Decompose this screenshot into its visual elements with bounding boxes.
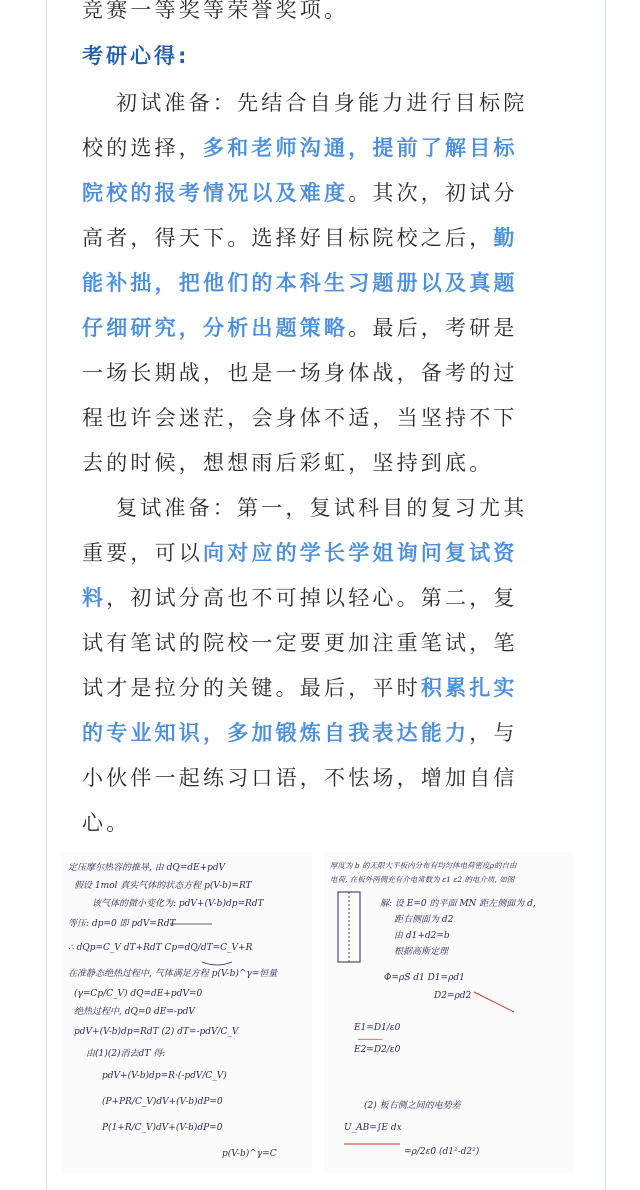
initial-line-2: 校的选择，多和老师沟通，提前了解目标 — [82, 136, 518, 160]
note-right-svg — [324, 852, 574, 1173]
retest-line-5: 试才是拉分的关键。最后，平时积累扎实 — [82, 676, 518, 700]
note-line: 在准静态绝热过程中, 气体满足方程 p(V-b)^γ=恒量 — [68, 969, 278, 979]
highlight-text: 的专业知识，多加锻炼自我表达能力 — [82, 721, 470, 745]
highlight-text: 向对应的学长学姐询问复试资 — [203, 541, 518, 565]
underline-stroke — [202, 962, 232, 965]
note-line: =ρ/2ε0 (d1²-d2²) — [404, 1147, 480, 1157]
red-annotation: ───── — [358, 1035, 383, 1044]
paragraph-intro-tail — [82, 0, 348, 33]
note-line: 解: 设 E=0 的平面 MN 距左侧面为 d, — [380, 899, 536, 909]
highlight-text: 料 — [82, 586, 107, 610]
note-line: 根据高斯定理 — [394, 947, 449, 957]
highlight-text: 院校的报考情况以及难度 — [82, 181, 349, 205]
note-line: P(1+R/C_V)dV+(V-b)dP=0 — [102, 1123, 223, 1133]
note-line: (2) 板右侧之间的电势差 — [364, 1101, 461, 1111]
note-line: pdV+(V-b)dp=R·(-pdV/C_V) — [102, 1071, 227, 1081]
note-line: (γ=Cp/C_V) dQ=dE+pdV=0 — [74, 989, 203, 999]
initial-line-7: 一场长期战，也是一场身体战，备考的过 — [82, 361, 518, 385]
note-line: p(V-b)^γ=C — [222, 1149, 277, 1159]
note-line: D2=ρd2 — [434, 991, 472, 1001]
note-line: ∴ dQp=C_V dT+RdT Cp=dQ/dT=C_V+R — [68, 943, 253, 953]
note-line: (P+PR/C_V)dV+(V-b)dP=0 — [102, 1097, 223, 1107]
retest-line-2: 重要，可以向对应的学长学姐询问复试资 — [82, 541, 518, 565]
retest-line-1: 复试准备：第一，复试科目的复习尤其 — [116, 496, 528, 520]
note-line: U_AB=∫E dx — [344, 1123, 402, 1133]
note-line: 距右侧面为 d2 — [394, 915, 454, 925]
note-line: E2=D2/ε0 — [354, 1045, 401, 1055]
initial-line-4: 高者，得天下。选择好目标院校之后，勤 — [82, 226, 518, 250]
highlight-text: 仔细研究，分析出题策略 — [82, 316, 349, 340]
note-line: 该气体的微小变化为: pdV+(V-b)dp=RdT — [92, 899, 264, 909]
retest-line-7: 小伙伴一起练习口语，不怯场，增加自信 — [82, 766, 518, 790]
initial-line-9: 去的时候，想想雨后彩虹，坚持到底。 — [82, 451, 494, 475]
note-line: 厚度为 b 的无限大平板内分布有均匀体电荷密度ρ的自由 — [330, 861, 517, 870]
note-line: 由 d1+d2=b — [394, 931, 450, 941]
retest-line-3: 料，初试分高也不可掉以轻心。第二，复 — [82, 586, 518, 610]
initial-line-3: 院校的报考情况以及难度。其次，初试分 — [82, 181, 518, 205]
highlight-text: 积累扎实 — [420, 676, 518, 700]
note-line: Φ=ρS d1 D1=ρd1 — [384, 973, 465, 983]
handwritten-notes-images — [62, 852, 582, 1173]
note-left-svg — [62, 852, 312, 1173]
intro-text: 竞赛一等奖等荣誉奖项。 — [82, 0, 349, 22]
highlight-text: 多和老师沟通，提前了解目标 — [203, 136, 518, 160]
section-heading: 考研心得: — [82, 44, 190, 68]
note-line: 等压: dp=0 即 pdV=RdT — [68, 919, 176, 929]
note-line: 由(1)(2)消去dT 得: — [86, 1049, 166, 1059]
highlight-text: 勤 — [493, 226, 518, 250]
note-line: E1=D1/ε0 — [354, 1023, 401, 1033]
red-arrow-mark — [474, 992, 514, 1012]
initial-line-5: 能补拙，把他们的本科生习题册以及真题 — [82, 271, 518, 295]
initial-line-6: 仔细研究，分析出题策略。最后，考研是 — [82, 316, 518, 340]
note-line: 定压摩尔热容的推导, 由 dQ=dE+pdV — [68, 863, 226, 873]
note-line: 绝热过程中, dQ=0 dE=-pdV — [74, 1007, 195, 1017]
initial-line-1: 初试准备：先结合自身能力进行目标院 — [116, 91, 528, 115]
retest-line-6: 的专业知识，多加锻炼自我表达能力，与 — [82, 721, 518, 745]
note-line: pdV+(V-b)dp=RdT (2) dT=-pdV/C_V — [74, 1027, 239, 1037]
slab-diagram-icon — [338, 892, 360, 962]
retest-line-4: 试有笔试的院校一定要更加注重笔试，笔 — [82, 631, 518, 655]
note-line: 电荷, 在板外两侧充有介电常数为 ε1 ε2 的电介质, 如图 — [330, 875, 515, 884]
handwritten-note-electrostatics — [324, 852, 574, 1173]
initial-line-8: 程也许会迷茫，会身体不适，当坚持不下 — [82, 406, 518, 430]
handwritten-note-thermodynamics — [62, 852, 312, 1173]
retest-line-8: 心。 — [82, 811, 131, 835]
note-line: 假设 1mol 真实气体的状态方程 p(V-b)=RT — [74, 881, 252, 891]
